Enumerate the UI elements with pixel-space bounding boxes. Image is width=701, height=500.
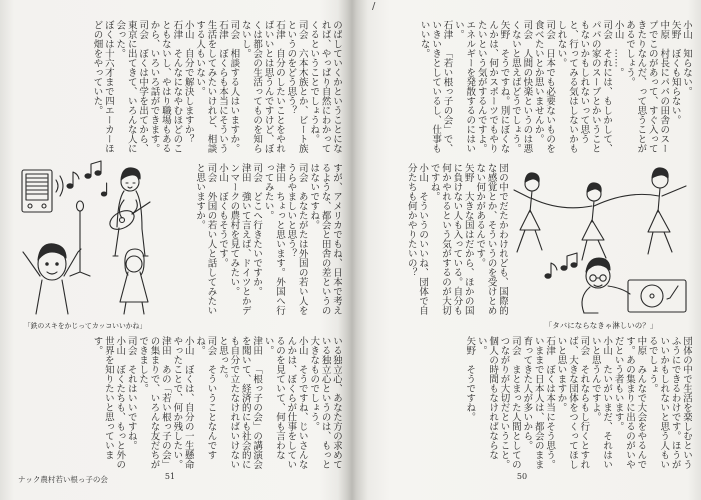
dialogue-text: それはいいですね。	[125, 364, 137, 450]
speaker-label: 小山	[216, 163, 228, 182]
dialogue-text: 村長にパパの田舎のスープでこのがあって、すぐ入ってきたりなんだ、って思うことがあるでしょう。	[623, 20, 670, 153]
left-page-number: 51	[164, 472, 176, 481]
dialogue-line	[285, 20, 308, 156]
dialogue-line	[510, 20, 533, 156]
speaker-label: 石津	[273, 20, 285, 39]
dialogue-text: ぼくらも本当にそういう生活をしてみたいけれど、相談する人もいない。	[194, 20, 228, 153]
man-with-glasses-drawing	[582, 258, 630, 313]
dialogue-text: 知らない。	[681, 48, 692, 96]
dialogue-text: ちょっと思います。外国へ行ってみたい。	[262, 163, 285, 315]
speaker-label: 石津	[441, 20, 453, 39]
speaker-label: 小山	[601, 336, 613, 355]
dialogue-text: 「若い根っ子の会」で、いきいきとしているし、仕事もいいな。	[418, 20, 453, 153]
dialogue-line	[182, 20, 193, 156]
dialogue-line	[228, 163, 251, 321]
speaker-label: 小山	[417, 163, 429, 182]
dialogue-text: たいがいまだ、それはいいと思うんですよ。	[589, 336, 613, 469]
speaker-label: 小山	[182, 20, 194, 39]
dialogue-line	[217, 336, 263, 470]
speaker-label: 司会	[578, 336, 590, 355]
speaker-label: 司会	[205, 336, 217, 355]
dialogue-text: ぼくもそうです。	[216, 191, 228, 268]
dialogue-line	[262, 163, 285, 321]
dialogue-line	[114, 20, 148, 156]
speaker-label: 矢野	[462, 163, 474, 182]
dialogue-line	[125, 336, 136, 470]
dialogue-text: そうですね。	[464, 364, 476, 422]
dialogue-text: あの「若い根っ子の会」の集まりで、いろんな友だちができました。	[137, 336, 171, 469]
speaker-label: 小山	[296, 336, 308, 355]
left-illustration-caption: 「鉄のスキをかじってカッコいいかね」	[23, 322, 147, 330]
guitar-player-drawing	[107, 168, 150, 256]
dialogue-line	[285, 163, 308, 321]
speaker-label: 司会	[544, 20, 556, 39]
dancer-left-drawing	[514, 173, 542, 252]
dialogue-text: そうですね。別にぼくなんかは、何かスポーツでもやりたいという気がするんですよ。エネルギーを発散するのにはいい。	[452, 20, 510, 153]
dialogue-line	[669, 20, 680, 156]
speaker-label: 司会	[205, 163, 217, 182]
dialogue-text: 自分で解決しますか？	[182, 48, 194, 144]
dialogue-text: それには、もしかして、パパの家のスープとかいうこともないかもしれないって思うと、行ってみる気はしないかもしれない。	[555, 20, 613, 153]
dialogue-line	[452, 20, 509, 156]
dialogue-line	[91, 20, 114, 156]
dialogue-text: 日本でも必要ないものを食べたいとか思いませんか。	[532, 20, 556, 153]
speaker-label: 小山	[612, 20, 624, 39]
dialogue-text: ……。	[612, 48, 624, 77]
dialogue-line	[262, 336, 308, 470]
dialogue-line	[194, 20, 228, 156]
dialogue-line	[308, 20, 342, 156]
dialogue-text: みんなで大会をやるんです。あの集まりに出るのがいやだという者もいます。	[612, 336, 647, 469]
girl-drawing	[120, 249, 148, 314]
dialogue-line	[474, 163, 508, 321]
dialogue-text: 外国の若い人と話してみたいと思いますか。	[194, 163, 217, 315]
right-illustration	[510, 160, 692, 316]
right-illustration-caption: 「タバにならなきゃ淋しいの？」	[544, 321, 658, 330]
speaker-label: 小山	[681, 20, 692, 39]
dialogue-text: いる独立心、あなた方の求めている独立心というのは、もっと大きなものでしょう。	[308, 336, 342, 469]
speaker-label: 司会	[521, 20, 533, 39]
dialogue-line	[405, 163, 428, 321]
speaker-label: 司会	[251, 163, 263, 182]
dialogue-text: 強いて言えば、ドイツとかデンマークの農村を見てみたい。	[228, 163, 251, 315]
speaker-label: 津田	[251, 336, 263, 355]
dialogue-line	[646, 336, 692, 470]
dialogue-line	[194, 336, 217, 470]
right-page-middle-tier	[358, 163, 508, 321]
dialogue-line	[418, 20, 452, 156]
speaker-label: 中原	[658, 20, 670, 39]
speaker-label: 中原	[635, 336, 647, 355]
dialogue-line	[555, 336, 589, 470]
running-footer: ナック農村若い根っ子の会	[18, 475, 108, 484]
dialogue-line	[171, 336, 194, 470]
dialogue-text: そんなになやむほどのこともないし、やはり職場もあるから、いろいろ話ができます。	[148, 20, 183, 153]
dialogue-line	[91, 336, 125, 470]
dialogue-line	[137, 336, 171, 470]
dialogue-line	[464, 336, 475, 470]
speaker-label: 司会	[296, 20, 308, 39]
speaker-label: 石津	[544, 336, 556, 355]
dialogue-line	[251, 163, 262, 321]
speaker-label: 矢野	[498, 20, 510, 39]
music-notes-drawing	[545, 253, 577, 278]
speaker-label: 津田	[239, 163, 251, 182]
speaker-label: 矢野	[669, 20, 681, 39]
dialogue-text: ぼくは、自分の一生懸命やったことで、何か残したい。	[171, 336, 194, 469]
microphone-stand-drawing	[70, 201, 90, 276]
dialogue-line	[681, 20, 692, 156]
young-man-drawing	[23, 244, 81, 314]
dialogue-text: そういうことなんですね。	[194, 336, 217, 460]
right-page-upper-tier	[358, 20, 692, 156]
dialogue-text: 六本木族とか、ビート族というのをどう思う？	[285, 20, 308, 153]
dialogue-text: まとまった人間としてのつながりが大切だということ。個人の時間もなければならない。	[475, 336, 521, 469]
dialogue-text: 自分のしたいことをやればいいとは思うんですけど、ぼくは都会の生活ってものを知らないし。	[239, 20, 285, 153]
left-page-middle-tier	[155, 163, 342, 321]
right-page-number: 50	[516, 472, 528, 481]
right-illustration-svg	[510, 160, 692, 316]
dialogue-text: 団の中でだたかわけれども、国際的な感覚とか、そういうのを受けとめない何かがあるんです。	[474, 163, 508, 315]
dialogue-text: すが、アメリカでもね、日本で考えるような、都会と田舎の差というのはないですね。	[308, 163, 342, 315]
dialogue-line	[308, 336, 342, 470]
speaker-label: 津田	[273, 163, 285, 182]
speaker-label: 司会	[601, 20, 613, 39]
dialogue-line	[521, 336, 555, 470]
dialogue-text: どこへ行きたいですか。	[251, 191, 263, 296]
left-page-upper-tier	[18, 20, 342, 156]
dialogue-text: ぼくは十六才まで四エーカーほどの畑をやっていた。	[91, 20, 114, 153]
dialogue-line	[612, 20, 623, 156]
speaker-label: 司会	[296, 163, 308, 182]
dialogue-line	[148, 20, 182, 156]
speaker-label: 司会	[228, 20, 240, 39]
dancer-center-drawing	[582, 183, 606, 260]
speaker-label: 司会	[137, 20, 149, 39]
dialogue-text: 大きな国はだから、ほかの国に負けない人も入っている。自分も何かやれるという気がするのが大切ですね。	[428, 163, 474, 315]
music-notes-drawing	[67, 161, 107, 196]
speaker-label: 小山	[182, 336, 194, 355]
dialogue-line	[217, 163, 228, 321]
dialogue-text: ぼくは中学を出てから、東京に出てきて、いろんな人に会った。	[114, 20, 149, 153]
dialogue-text: ぼくも知らない。	[669, 48, 681, 125]
dialogue-text: そういうのいいね、団体で自分たちも何かやりたいの？	[405, 163, 429, 315]
dialogue-text: のばしていくかということになれば、やっぱり自然にわかってくるということでしょうね。	[308, 20, 342, 153]
dialogue-text: 相談する人はいますか。	[228, 48, 240, 153]
dialogue-line	[475, 336, 521, 470]
dialogue-line	[194, 163, 217, 321]
speaker-label: 司会	[509, 336, 521, 355]
dialogue-text: 人間の快楽というのは悪くないと思えばどうでしょう。	[509, 20, 533, 153]
dialogue-line	[428, 163, 474, 321]
dialogue-text: あなたがたは外国の若い人をうらやましいと思う？	[285, 163, 308, 315]
dialogue-line	[308, 163, 342, 321]
speaker-label: 小山	[114, 336, 126, 355]
dialogue-text: ぼくは本当にそう思う。いままで日本人は、都会のまま育ってきた人が多いから。	[521, 336, 556, 469]
speaker-label: 司会	[125, 336, 137, 355]
top-margin-mark: /	[372, 1, 376, 12]
speaker-label: 矢野	[464, 336, 476, 355]
dialogue-text: それならもし行くとすれば、大きな団体をつくってほしいと思いますか。	[555, 336, 590, 469]
dialogue-text: 団体の中で生活を楽しむというふうにできるわけです。ほうがいいかもしれないと思う人もいるでしょう。	[646, 336, 692, 469]
speaker-label: 石津	[216, 20, 228, 39]
speaker-label: 石津	[171, 20, 183, 39]
dancer-right-drawing	[648, 168, 686, 254]
dialogue-line	[624, 20, 670, 156]
dialogue-line	[612, 336, 646, 470]
dialogue-text: そうですね、じいさんなんかは、ぼくらが仕事をしているのを見ていて、何も言わない。	[262, 336, 308, 469]
record-player-drawing	[628, 280, 686, 312]
dialogue-text: 「根っ子の会」の講演会を聞いて、経済的にも社会的にも自分で立たなければいけないと思った。	[216, 336, 263, 469]
dialogue-line	[228, 20, 239, 156]
dialogue-line	[589, 336, 612, 470]
dialogue-text: ぼくたちも、もっと外の世界を知りたいと思っています。	[91, 336, 126, 469]
left-page-lower-tier	[18, 336, 342, 470]
dialogue-line	[532, 20, 555, 156]
left-illustration-svg	[18, 160, 152, 316]
left-illustration	[18, 160, 152, 316]
speaker-label: 津田	[159, 336, 171, 355]
right-page-lower-tier	[358, 336, 692, 470]
radio-drawing	[22, 170, 63, 212]
dialogue-line	[239, 20, 285, 156]
dialogue-line	[555, 20, 612, 156]
